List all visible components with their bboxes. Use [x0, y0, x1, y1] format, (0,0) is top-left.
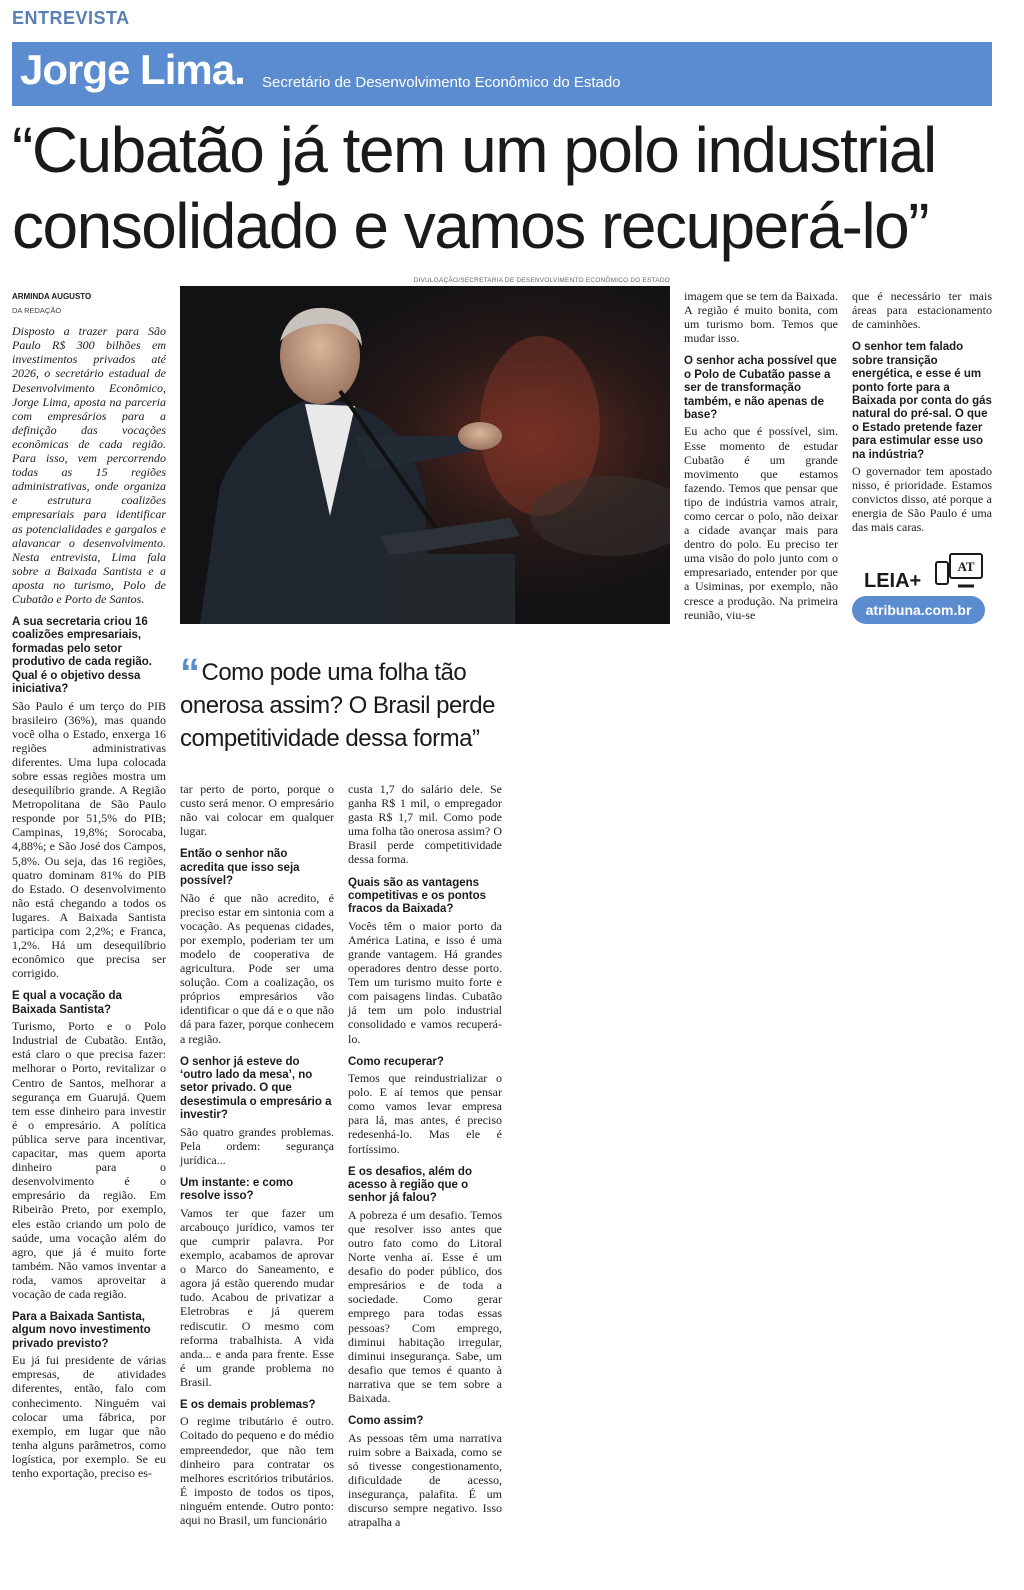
interview-answer: O governador tem apostado nisso, é prioridade. Estamos convictos disso, até porque a energia de São Paulo é uma das mais caras.: [852, 463, 992, 535]
interview-answer: São Paulo é um terço do PIB brasileiro (36%), mas quando você olha o Estado, enxerga 16 regiões administrativas diferentes. Uma lupa colocada sobre essas regiões mostra um desequilíbrio grande. A Região Metropolitana de São Paulo responde por 51,5% do PIB; Campinas, 19,8%; Sorocaba, 4,88%; e São José dos Campos, 5,8%. Ou seja, das 16 regiões, quatro dominam 81% do PIB do Estado. O desenvolvimento não está chegando a todos os lugares. A Baixada Santista participa com 2,2%; e Franca, 1,2%. Há um desequilíbrio econômico que precisa ser corrigido.: [12, 698, 166, 981]
interview-question: Então o senhor não acredita que isso seja possível?: [180, 848, 300, 888]
interviewee-banner: [12, 42, 992, 106]
qa-list-2: [180, 782, 334, 1527]
interview-question: Um instante: e como resolve isso?: [180, 1176, 294, 1203]
intro-paragraph: Disposto a trazer para São Paulo R$ 300 bilhões em investimentos privados até 2026, o secretário estadual de Desenvolvimento Econômico, Jorge Lima, aposta na parceria com empresários para a definição das vocações econômicas de cada região. Para isso, vem percorrendo todas as 15 regiões administrativas, onde organiza e estrutura coalizões empresariais para identificar as potencialidades e gargalos e alavancar o desenvolvimento. Nesta entrevista, Lima fala sobre a Baixada Santista e a aposta no turismo, Polo de Cubatão e Porto de Santos.: [12, 324, 166, 606]
byline-desk: DA REDAÇÃO: [12, 306, 62, 316]
interview-question: E os demais problemas?: [180, 1398, 316, 1411]
promo-label: LEIA+: [864, 570, 922, 592]
interview-answer: Eu acho que é possível, sim. Esse momento de estudar Cubatão é um grande movimento que estamos fazendo. Temos que pensar que tipo de indústria vamos atrair, como cercar o polo, não deixar a cidade avançar mais para dentro do polo. Eu preciso ter uma visão do polo junto com o empresariado, entender por que a Usiminas, por exemplo, não cresce a produção. Na primeira reunião, viu-se: [684, 424, 838, 622]
interview-answer: Turismo, Porto e o Polo Industrial de Cubatão. Então, está claro o que precisa fazer: melhorar o Porto, revitalizar o Centro de Santos, melhorar a segurança em Guarujá. Quem tem esse dinheiro para investir é o empresário. A política pública serve para incentivar, capacitar, mas quem aporta dinheiro para o desenvolvimento é o empresário da região. Em Ribeirão Preto, por exemplo, eles estão criando um polo de saúde, uma vocação além do agro, que já é muito forte também. Não vamos inventar a roda, vamos aproveitar a vocação de cada região.: [12, 1019, 166, 1301]
pull-quote: [180, 651, 510, 755]
article-column-3: [348, 782, 502, 1535]
interview-question: O senhor já esteve do ‘outro lado da mesa’, no setor privado. O que desestimula o empresário a investir?: [180, 1055, 332, 1122]
pull-quote-text: Como pode uma folha tão onerosa assim? O Brasil perde competitividade dessa forma”: [180, 659, 495, 752]
qa-list-1: [12, 616, 166, 1480]
interviewee-name: Jorge Lima.: [20, 46, 245, 93]
byline-author: ARMINDA AUGUSTO: [12, 292, 92, 301]
interview-answer: Não é que não acredito, é preciso estar em sintonia com a vocação. As pequenas cidades, por exemplo, poderiam ter um modelo de cooperativa de agricultura. Pode ser uma solução. Com a coalização, os próprios empresários vão identificar o que dá e o que não dá para fazer, porque conhecem a região.: [180, 890, 334, 1046]
section-kicker: ENTREVISTA: [12, 8, 130, 28]
qa-list-4: [684, 289, 838, 622]
interview-question: A sua secretaria criou 16 coalizões empresariais, formadas pelo setor produtivo de cada região. Qual é o objetivo dessa iniciativa?: [12, 616, 152, 696]
interview-question: E qual a vocação da Baixada Santista?: [12, 990, 122, 1016]
interview-question: O senhor tem falado sobre transição energética, e esse é um ponto forte para a Baixada por conta do gás natural do pré-sal. O que o Estado pretende fazer para estimular esse uso na indústria?: [852, 341, 992, 461]
interview-answer: Vamos ter que fazer um arcabouço jurídico, vamos ter que cumprir palavra. Por exemplo, acabamos de aprovar o Marco do Saneamento, e agora já estão querendo mudar tudo. Acabou de privatizar a Eletrobras e já querem rediscutir. O mesmo com reforma trabalhista. A vida anda... e anda para frente. Esse é um grande problema no Brasil.: [180, 1205, 334, 1389]
interview-question: O senhor acha possível que o Polo de Cubatão passe a ser de transformação também, e não apenas de base?: [684, 355, 837, 421]
interview-answer: Vocês têm o maior porto da América Latina, e isso é uma grande vantagem. Há grandes operadores dentro desse porto. Tem um turismo muito forte e com paisagens lindas. Cubatão já tem um polo industrial consolidado e vamos recuperá-lo.: [348, 918, 502, 1046]
qa-list-3: [348, 782, 502, 1529]
interview-answer: A pobreza é um desafio. Temos que resolver isso antes que outro fato como do Litoral Norte venha aí. Esse é um desafio do poder público, dos empresários e de toda a sociedade. Como gerar emprego para todas essas pessoas? Com emprego, diminui habitação irregular, diminui insegurança. Sabe, um desafio que temos é quanto à narrativa que se tem sobre a Baixada.: [348, 1207, 502, 1406]
interview-question: Quais são as vantagens competitivas e os pontos fracos da Baixada?: [348, 876, 487, 916]
interview-answer: Temos que reindustrializar o polo. E aí temos que pensar como vamos levar empresa para lá, mas antes, é preciso redesenhá-lo. Mas ele é fortíssimo.: [348, 1071, 502, 1156]
interview-answer: As pessoas têm uma narrativa ruim sobre a Baixada, como se só tivesse congestionamento, dificuldade de acesso, insegurança, palafita. É um discurso sempre negativo. Isso atrapalha a: [348, 1430, 502, 1530]
interview-question: Como recuperar?: [348, 1055, 444, 1068]
interview-question: Como assim?: [348, 1415, 424, 1428]
promo-badge: AT: [957, 559, 975, 574]
promo-url-link[interactable]: atribuna.com.br: [852, 596, 985, 624]
headline: “Cubatão já tem um polo industrial consolidado e vamos recuperá-lo”: [12, 114, 936, 262]
interview-answer: O regime tributário é outro. Coitado do pequeno e do médio empreendedor, que não tem dinheiro para contratar os melhores escritórios tributários. É imposto de todos os tipos, ninguém entende. Outro ponto: aqui no Brasil, um funcionário: [180, 1414, 334, 1528]
qa-list-5: [852, 289, 992, 534]
interview-answer: São quatro grandes problemas. Pela ordem: segurança jurídica...: [180, 1124, 334, 1167]
interview-answer: imagem que se tem da Baixada. A região é muito bonita, com um turismo bom. Temos que mudar isso.: [684, 289, 838, 346]
article-column-4: [684, 289, 838, 628]
promo-leia-mais[interactable]: [852, 552, 987, 628]
interview-answer: Eu já fui presidente de várias empresas, de atividades diferentes, então, falo com conhecimento. Ninguém vai colocar uma fábrica, por exemplo, em lugar que não tenha alguns parâmetros, como logística, por exemplo. Se eu tenho exportação, preciso es-: [12, 1353, 166, 1481]
article-column-2: [180, 782, 334, 1533]
interview-answer: que é necessário ter mais áreas para estacionamento de caminhões.: [852, 289, 992, 332]
interview-question: Para a Baixada Santista, algum novo investimento privado previsto?: [12, 1311, 151, 1350]
devices-icon: [934, 552, 986, 592]
photo-jorge-lima-speaking: [180, 286, 670, 624]
article-column-1: [12, 290, 166, 1486]
quote-mark-icon: “: [180, 651, 200, 695]
interview-answer: custa 1,7 do salário dele. Se ganha R$ 1 mil, o empregador gasta R$ 1,7 mil. Como pode uma folha tão onerosa assim? O Brasil perde competitividade dessa forma.: [348, 782, 502, 867]
photo-credit: DIVULGAÇÃO/SECRETARIA DE DESENVOLVIMENTO ECONÔMICO DO ESTADO: [413, 277, 670, 284]
article-column-5: [852, 289, 992, 540]
photo-illustration: [180, 286, 670, 624]
interview-question: E os desafios, além do acesso à região que o senhor já falou?: [348, 1165, 472, 1205]
interview-answer: tar perto de porto, porque o custo será menor. O empresário não vai colocar em qualquer lugar.: [180, 782, 334, 839]
interviewee-role: Secretário de Desenvolvimento Econômico do Estado: [262, 74, 621, 91]
